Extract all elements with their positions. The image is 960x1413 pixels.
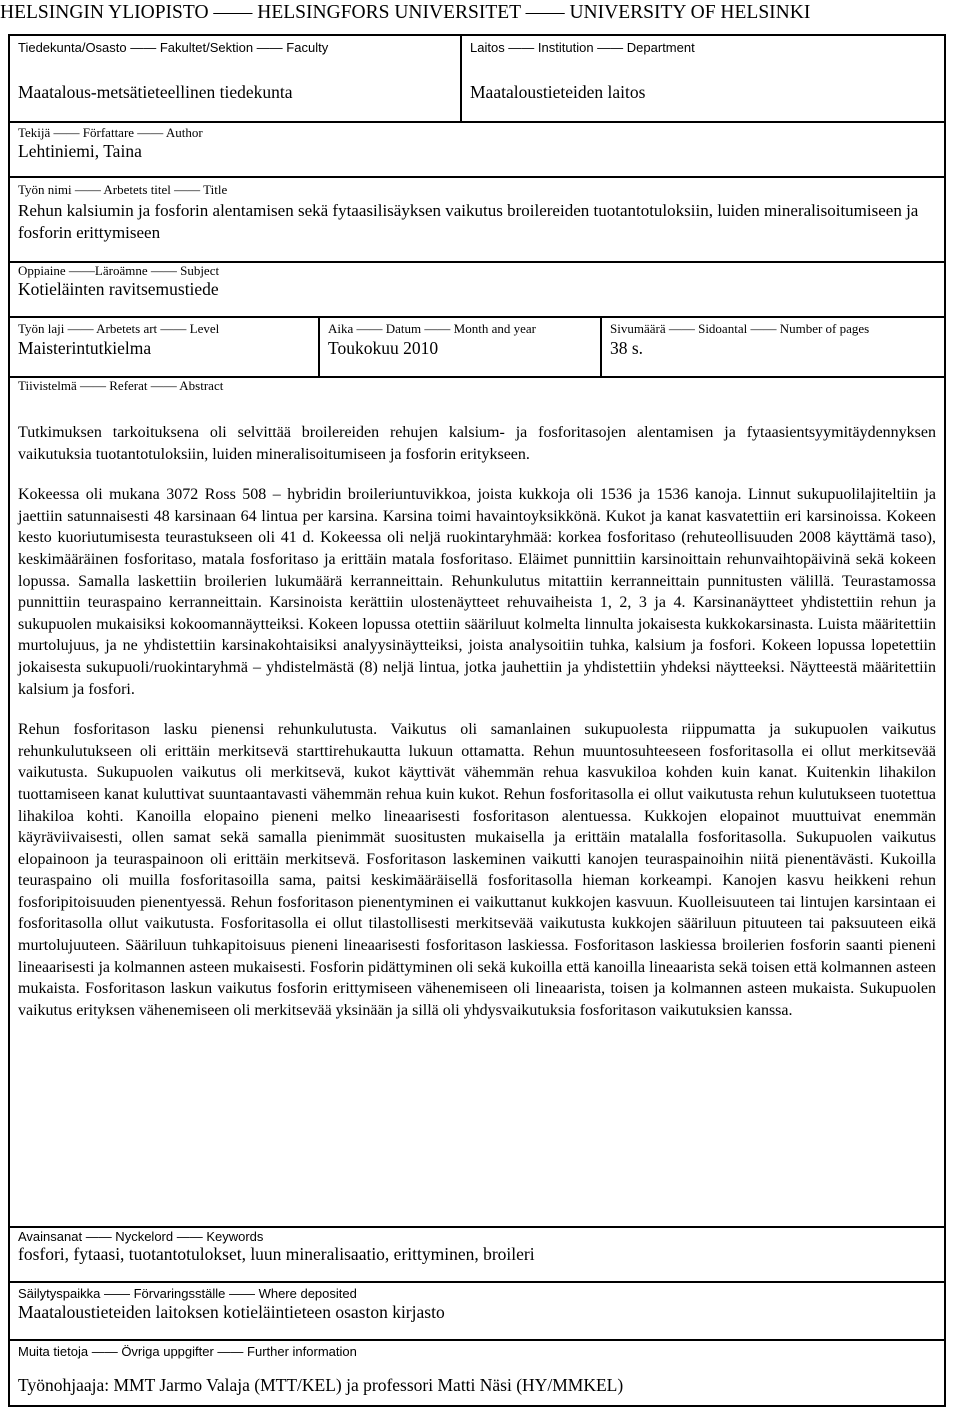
abstract-body xyxy=(18,422,936,1021)
faculty-value: Maatalous-metsätieteellinen tiedekunta xyxy=(18,82,293,102)
keywords-label: Avainsanat —— Nyckelord —— Keywords xyxy=(18,1229,264,1244)
further-info-value: Työnohjaaja: MMT Jarmo Valaja (MTT/KEL) ja professori Matti Näsi (HY/MMKEL) xyxy=(18,1375,624,1395)
author-value: Lehtiniemi, Taina xyxy=(18,141,142,161)
deposited-value: Maataloustieteiden laitoksen kotieläintieteen osaston kirjasto xyxy=(18,1302,445,1322)
department-label: Laitos —— Institution —— Department xyxy=(470,40,695,55)
pages-value: 38 s. xyxy=(610,338,644,358)
divider xyxy=(10,176,944,178)
keywords-value: fosfori, fytaasi, tuotantotulokset, luun mineralisaatio, erittyminen, broileri xyxy=(18,1244,535,1264)
thesis-title: Rehun kalsiumin ja fosforin alentamisen sekä fytaasilisäyksen vaikutus broilereiden tuotantotuloksiin, luiden mineralisoitumiseen ja fosforin erittymiseen xyxy=(18,201,919,242)
level-label: Työn laji —— Arbetets art —— Level xyxy=(18,321,220,336)
date-label: Aika —— Datum —— Month and year xyxy=(328,321,536,336)
abstract-paragraph: Tutkimuksen tarkoituksena oli selvittää broilereiden rehujen kalsium- ja fosforitasojen alentamisen ja fytaasientsyymitäydennyksen vaikutuksia tuotantotuloksiin, luiden mineralisoitumiseen ja fosforin eritykseen. xyxy=(18,424,936,463)
abstract-form xyxy=(8,34,946,1407)
divider xyxy=(10,121,944,123)
date-value: Toukokuu 2010 xyxy=(328,338,439,358)
divider xyxy=(10,1281,944,1283)
level-value: Maisterintutkielma xyxy=(18,338,152,358)
divider xyxy=(460,36,462,121)
divider xyxy=(10,316,944,318)
divider xyxy=(10,1226,944,1228)
department-value: Maataloustieteiden laitos xyxy=(470,82,646,102)
abstract-paragraph: Rehun fosforitason lasku pienensi rehunkulutusta. Vaikutus oli samanlainen sukupuolesta riippumatta ja sukupuolen vaikutus rehunkulutukseen oli erittäin merkitsevä starttirehukautta lukuun ottamatta. Rehun muuntosuhteeseen fosforitasolla ei ollut merkitsevää vaikutusta. Sukupuolen vaikutus oli merkitsevä, kukot käyttivät vähemmän rehua kasvukiloa kohden kuin kanat. Kuitenkin lihakilon tuottamiseen kanat kuluttivat suuntaantavasti vähemmän rehua kuin kukot. Rehun fosforitasolla ei ollut vaikutusta rehun kulutukseen tuotettua lihakiloa kohti. Kanoilla elopaino pieneni melko lineaarisesti fosforitason alentuessa. Kukkojen elopainot muuttuivat enemmän käyräviivaisesti, ollen samat sekä samalla pienimmät suositusten mukaisella ja erittäin matalalla fosforitasolla. Sukupuolen vaikutus elopainoon ja teuraspainoon oli erittäin merkitsevä. Fosforitason laskeminen vaikutti kanojen teuraspainoihin niitä pienentävästi. Kukoilla teuraspaino oli muilla fosforitasoilla sama, paitsi keskimääräisellä fosforitasolla hieman korkeampi. Kanojen kasvu heikkeni rehun fosforipitoisuuden pienentyessä. Rehun fosforitason pienentyminen ei vaikuttanut kukkojen kasvuun. Kuolleisuuteen tai lintujen karsintaan ei fosforitasolla ollut vaikutusta. Fosforitasolla ei ollut tilastollisesti merkitsevää vaikutusta kukkojen sääriluun pituuteen tai paksuuteen eikä murtolujuuteen. Sääriluun tuhkapitoisuus pieneni lineaarisesti fosforitason laskiessa. Fosforitason laskiessa broilerien fosforin saanti pieneni lineaarisesti ja kolmannen asteen mukaisesti. Fosforin pidättyminen oli sekä kukoilla että kanoilla lineaarista sekä toisen että kolmannen asteen mukaista. Fosforitason laskun vaikutus fosforin erittymiseen vähenemiseen oli lineaarista, toisen ja kolmannen asteen mukaista. Sukupuolen vaikutus erityksen vähenemiseen oli merkitsevää yksinään ja sillä oli yhdysvaikutuksia fosforitason vaikutuksien kanssa. xyxy=(18,721,936,1019)
university-header: HELSINGIN YLIOPISTO —— HELSINGFORS UNIVERSITET —— UNIVERSITY OF HELSINKI xyxy=(0,2,811,23)
author-label: Tekijä —— Författare —— Author xyxy=(18,125,203,140)
title-label: Työn nimi —— Arbetets titel —— Title xyxy=(18,182,228,197)
divider xyxy=(10,1339,944,1341)
subject-label: Oppiaine ——Läroämne —— Subject xyxy=(18,263,220,278)
subject-value: Kotieläinten ravitsemustiede xyxy=(18,279,219,299)
further-info-label: Muita tietoja —— Övriga uppgifter —— Further information xyxy=(18,1344,357,1359)
abstract-label: Tiivistelmä —— Referat —— Abstract xyxy=(18,378,224,393)
faculty-label: Tiedekunta/Osasto —— Fakultet/Sektion —— Faculty xyxy=(18,40,329,55)
deposited-label: Säilytyspaikka —— Förvaringsställe —— Where deposited xyxy=(18,1286,357,1301)
divider xyxy=(318,316,320,376)
divider xyxy=(600,316,602,376)
pages-label: Sivumäärä —— Sidoantal —— Number of pages xyxy=(610,321,870,336)
abstract-paragraph: Kokeessa oli mukana 3072 Ross 508 – hybridin broileriuntuvikkoa, joista kukkoja oli 1536 ja 1536 kanoja. Linnut sukupuolilajiteltiin ja jaettiin satunnaisesti 48 karsinaan 64 lintua per karsina. Karsina toimi havaintoyksikkönä. Kukot ja kanat kasvatettiin eri karsinoissa. Kokeen kesto kuoriutumisesta teurastukseen oli 41 d. Kokeessa oli neljä ruokintaryhmää: korkea fosforitaso (rehuteollisuuden 2008 käyttämä taso), keskimääräinen fosforitaso, matala fosforitaso ja erittäin matala fosforitaso. Eläimet punnittiin karsinoittain rehunvaihtopäivinä sekä kokeen lopussa. Samalla laskettiin broilerien lukumäärä kerranneittain. Rehunkulutus mitattiin kerranneittain punnitusten välillä. Teurastamossa punnittiin teuraspaino kerranneittain. Karsinoista kerättiin ulostenäytteet rehuvaiheista 1, 2, 3 ja 4. Karsinanäytteet yhdistettiin rehun ja sukupuolen mukaisiksi kokoomannäytteiksi. Kokeen lopussa otettiin sääriluut kolmelta linnulta jokaisesta kukkokarsinasta. Luista määritettiin murtolujuus, ja ne yhdistettiin karsinakohtaisiksi analyysinäytteiksi, joista analysoitiin tuhka, kalsium ja fosfori. Kokeen lopussa lopetettiin jokaisesta sukupuoli/ruokintaryhmä – yhdistelmästä (8) neljä lintua, jotka jauhettiin ja yhdistettiin yhdeksi näytteeksi. Näytteestä määritettiin kalsium ja fosfori. xyxy=(18,486,936,698)
